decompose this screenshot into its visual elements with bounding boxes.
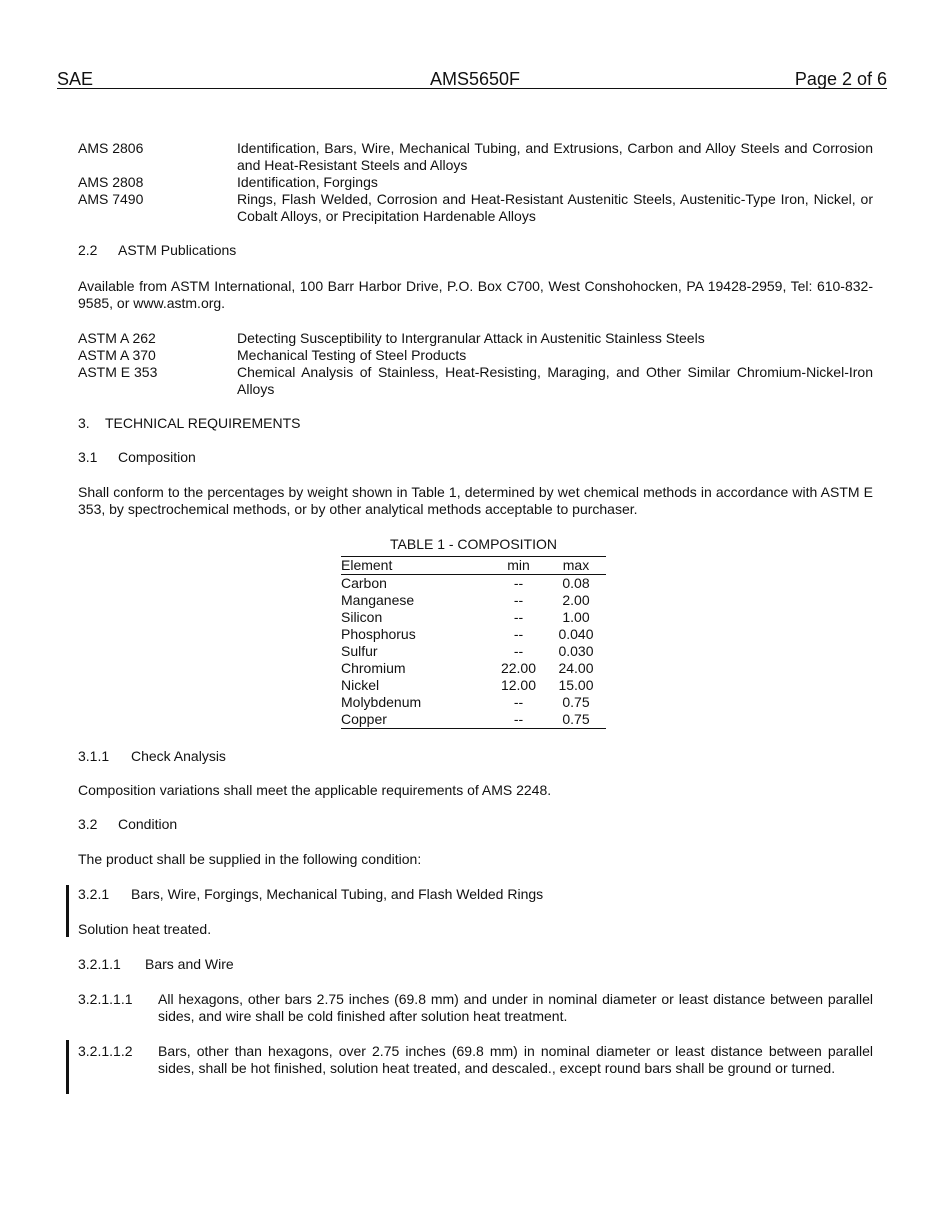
min-cell: -- bbox=[513, 592, 524, 608]
table-row bbox=[341, 677, 606, 694]
min-cell: 12.00 bbox=[500, 677, 537, 693]
section-number: 3.2.1.1.2 bbox=[78, 1043, 133, 1059]
min-cell: -- bbox=[513, 575, 524, 591]
max-cell: 24.00 bbox=[558, 660, 594, 676]
header-rule bbox=[57, 88, 887, 89]
section-number: 3.2.1 bbox=[78, 886, 110, 902]
header-doc-id: AMS5650F bbox=[429, 69, 521, 89]
astm-availability-text: Available from ASTM International, 100 Barr Harbor Drive, P.O. Box C700, West Conshohocken, PA 19428-2959, Tel: 610-832-9585, or www.astm.org. bbox=[78, 278, 873, 311]
section-number: 2.2 bbox=[78, 242, 98, 258]
ref-desc: Rings, Flash Welded, Corrosion and Heat-Resistant Austenitic Steels, Austenitic-Type Iron, Nickel, or Cobalt Alloys, or Precipitation Hardenable Alloys bbox=[237, 191, 873, 224]
check-analysis-text: Composition variations shall meet the applicable requirements of AMS 2248. bbox=[78, 782, 552, 798]
column-header: min bbox=[491, 557, 546, 575]
solution-heat-treated-text: Solution heat treated. bbox=[78, 921, 212, 937]
ref-desc: Identification, Bars, Wire, Mechanical Tubing, and Extrusions, Carbon and Alloy Steels and Corrosion and Heat-Resistant Steels and Alloys bbox=[237, 140, 873, 173]
element-cell: Carbon bbox=[341, 575, 387, 591]
min-cell: -- bbox=[513, 626, 524, 642]
min-cell: -- bbox=[513, 643, 524, 659]
section-heading-3-2-1 bbox=[78, 886, 543, 903]
min-cell: 22.00 bbox=[500, 660, 537, 676]
section-number: 3.1.1 bbox=[78, 748, 110, 764]
section-title: Bars and Wire bbox=[145, 956, 234, 972]
ref-code: ASTM A 262 bbox=[78, 330, 156, 346]
section-heading-3-1-1 bbox=[78, 748, 226, 765]
revision-change-bar bbox=[66, 1040, 69, 1094]
max-cell: 0.75 bbox=[562, 694, 590, 710]
section-number: 3.2 bbox=[78, 816, 98, 832]
section-heading-2-2 bbox=[78, 242, 236, 259]
section-title: ASTM Publications bbox=[118, 242, 237, 258]
section-number: 3. bbox=[78, 415, 90, 431]
ref-code: AMS 2806 bbox=[78, 140, 144, 156]
section-heading-3-1 bbox=[78, 449, 196, 466]
column-header: Element bbox=[341, 557, 491, 575]
table-row bbox=[341, 575, 606, 593]
max-cell: 0.75 bbox=[546, 711, 606, 729]
table-row bbox=[341, 626, 606, 643]
table-row bbox=[341, 694, 606, 711]
element-cell: Nickel bbox=[341, 677, 380, 693]
section-title: TECHNICAL REQUIREMENTS bbox=[105, 415, 301, 431]
table-row bbox=[341, 643, 606, 660]
element-cell: Manganese bbox=[341, 592, 415, 608]
min-cell: -- bbox=[491, 711, 546, 729]
table-title: TABLE 1 - COMPOSITION bbox=[390, 536, 557, 552]
max-cell: 0.030 bbox=[558, 643, 594, 659]
max-cell: 1.00 bbox=[562, 609, 590, 625]
table-row bbox=[341, 592, 606, 609]
max-cell: 2.00 bbox=[562, 592, 590, 608]
condition-text: The product shall be supplied in the following condition: bbox=[78, 851, 422, 867]
ref-code: AMS 7490 bbox=[78, 191, 144, 207]
max-cell: 15.00 bbox=[558, 677, 594, 693]
ref-desc: Mechanical Testing of Steel Products bbox=[237, 347, 467, 363]
composition-table-wrap bbox=[341, 556, 606, 729]
hot-finished-text: Bars, other than hexagons, over 2.75 inches (69.8 mm) in nominal diameter or least distance between parallel sides, shall be hot finished, solution heat treated, and descaled., except round bars shall be ground or turned. bbox=[158, 1043, 873, 1076]
section-heading-3 bbox=[78, 415, 301, 432]
composition-text: Shall conform to the percentages by weight shown in Table 1, determined by wet chemical methods in accordance with ASTM E 353, by spectrochemical methods, or by other analytical methods acceptable to purchaser. bbox=[78, 484, 873, 517]
section-title: Bars, Wire, Forgings, Mechanical Tubing, and Flash Welded Rings bbox=[131, 886, 544, 902]
header-page-number: Page 2 of 6 bbox=[794, 69, 887, 89]
section-heading-3-2-1-1 bbox=[78, 956, 234, 973]
ref-code: ASTM E 353 bbox=[78, 364, 158, 380]
composition-table bbox=[341, 556, 606, 729]
ref-desc: Identification, Forgings bbox=[237, 174, 378, 190]
min-cell: -- bbox=[513, 609, 524, 625]
section-number: 3.2.1.1.1 bbox=[78, 991, 133, 1007]
section-title: Composition bbox=[118, 449, 196, 465]
table-row bbox=[341, 660, 606, 677]
min-cell: -- bbox=[513, 694, 524, 710]
element-cell: Phosphorus bbox=[341, 626, 416, 642]
element-cell: Sulfur bbox=[341, 643, 378, 659]
cold-finished-text: All hexagons, other bars 2.75 inches (69.8 mm) and under in nominal diameter or least distance between parallel sides, and wire shall be cold finished after solution heat treatment. bbox=[158, 991, 873, 1024]
section-title: Condition bbox=[118, 816, 178, 832]
element-cell: Silicon bbox=[341, 609, 383, 625]
element-cell: Chromium bbox=[341, 660, 406, 676]
max-cell: 0.08 bbox=[562, 575, 590, 591]
table-row bbox=[341, 711, 606, 729]
ref-code: ASTM A 370 bbox=[78, 347, 156, 363]
ref-desc: Chemical Analysis of Stainless, Heat-Resisting, Maraging, and Other Similar Chromium-Nickel-Iron Alloys bbox=[237, 364, 873, 397]
header-org: SAE bbox=[57, 69, 94, 89]
max-cell: 0.040 bbox=[558, 626, 594, 642]
element-cell: Copper bbox=[341, 711, 491, 729]
revision-change-bar bbox=[66, 885, 69, 937]
section-number: 3.2.1.1 bbox=[78, 956, 121, 972]
section-title: Check Analysis bbox=[131, 748, 226, 764]
section-number: 3.1 bbox=[78, 449, 98, 465]
ref-code: AMS 2808 bbox=[78, 174, 144, 190]
section-heading-3-2 bbox=[78, 816, 177, 833]
column-header: max bbox=[546, 557, 606, 575]
element-cell: Molybdenum bbox=[341, 694, 422, 710]
table-header-row bbox=[341, 557, 606, 575]
table-row bbox=[341, 609, 606, 626]
ref-desc: Detecting Susceptibility to Intergranular Attack in Austenitic Stainless Steels bbox=[237, 330, 705, 346]
